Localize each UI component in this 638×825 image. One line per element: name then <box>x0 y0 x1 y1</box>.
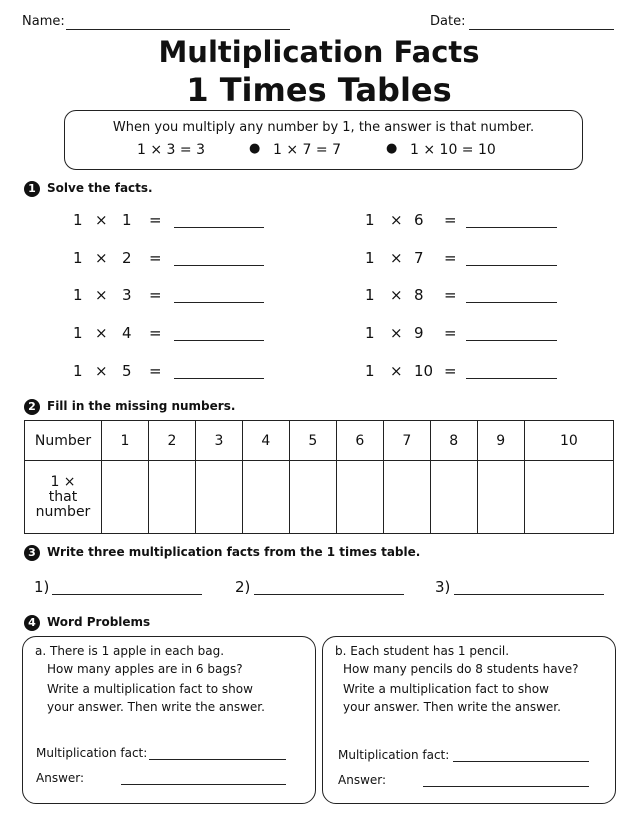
problem-text: b. Each student has 1 pencil. <box>335 644 510 658</box>
section-1-badge: 1 <box>24 181 40 197</box>
section-2-title: Fill in the missing numbers. <box>47 399 236 413</box>
fact-factor-b: 1 <box>122 211 132 229</box>
number-cell: 9 <box>477 421 524 461</box>
fact-factor-b: 8 <box>414 286 424 304</box>
fact-factor-b: 10 <box>414 362 434 380</box>
fact-answer-line[interactable] <box>466 227 557 228</box>
fact-factor-b: 4 <box>122 324 132 342</box>
answer-cell[interactable] <box>102 461 149 534</box>
row-label <box>25 461 102 534</box>
bullet-icon: ● <box>386 141 398 156</box>
section-4-title: Word Problems <box>47 615 151 629</box>
rule-box <box>64 110 583 170</box>
number-cell: 7 <box>383 421 430 461</box>
problem-text: How many pencils do 8 students have? <box>343 662 579 676</box>
fact-answer-line-3[interactable] <box>454 594 604 595</box>
section-4-badge: 4 <box>24 615 40 631</box>
times-sign: × <box>95 249 108 267</box>
fact-label: Multiplication fact: <box>36 746 148 760</box>
date-field[interactable] <box>469 29 614 30</box>
row-label-line: 1 × <box>50 473 76 490</box>
number-cell: 5 <box>289 421 336 461</box>
fact-factor-b: 2 <box>122 249 132 267</box>
fact-input-line[interactable] <box>453 761 589 762</box>
times-sign: × <box>95 324 108 342</box>
number-cell: 1 <box>102 421 149 461</box>
fact-label-2: 2) <box>235 578 251 596</box>
equals-sign: = <box>444 362 457 380</box>
fact-label-1: 1) <box>34 578 50 596</box>
section-2-badge: 2 <box>24 399 40 415</box>
fact-factor-b: 9 <box>414 324 424 342</box>
fact-factor-a: 1 <box>365 324 375 342</box>
problem-text: a. There is 1 apple in each bag. <box>35 644 225 658</box>
number-header: Number <box>25 421 102 461</box>
answer-input-line[interactable] <box>121 784 286 785</box>
date-label: Date: <box>430 14 466 29</box>
fact-factor-a: 1 <box>73 249 83 267</box>
fact-factor-a: 1 <box>365 249 375 267</box>
answer-cell[interactable] <box>336 461 383 534</box>
equals-sign: = <box>149 324 162 342</box>
fact-factor-a: 1 <box>73 286 83 304</box>
name-label: Name: <box>22 14 65 29</box>
page-title: Multiplication Facts <box>158 35 480 69</box>
fact-answer-line[interactable] <box>466 340 557 341</box>
answer-cell[interactable] <box>383 461 430 534</box>
bullet-icon: ● <box>249 141 261 156</box>
answer-cell[interactable] <box>195 461 242 534</box>
fact-row <box>0 211 638 229</box>
table-row <box>25 421 614 461</box>
equals-sign: = <box>149 249 162 267</box>
row-label-line: number <box>35 503 91 520</box>
problem-text: your answer. Then write the answer. <box>343 700 561 714</box>
table-row <box>25 461 614 534</box>
fact-factor-a: 1 <box>365 211 375 229</box>
equals-sign: = <box>444 211 457 229</box>
fact-answer-line[interactable] <box>466 265 557 266</box>
answer-cell[interactable] <box>148 461 195 534</box>
fact-factor-a: 1 <box>365 286 375 304</box>
fact-factor-a: 1 <box>73 324 83 342</box>
number-cell: 2 <box>148 421 195 461</box>
word-problem-a <box>22 636 316 804</box>
answer-cell[interactable] <box>289 461 336 534</box>
times-sign: × <box>390 211 403 229</box>
times-sign: × <box>95 211 108 229</box>
example-1: 1 × 3 = 3 <box>137 142 205 158</box>
equals-sign: = <box>444 324 457 342</box>
fact-factor-b: 6 <box>414 211 424 229</box>
answer-cell[interactable] <box>477 461 524 534</box>
fact-factor-b: 7 <box>414 249 424 267</box>
problem-text: Write a multiplication fact to show <box>47 682 253 696</box>
section-3-title: Write three multiplication facts from the 1 times table. <box>47 545 421 559</box>
fact-factor-b: 5 <box>122 362 132 380</box>
fact-answer-line[interactable] <box>466 378 557 379</box>
fact-input-line[interactable] <box>149 759 286 760</box>
section-3-badge: 3 <box>24 545 40 561</box>
answer-input-line[interactable] <box>423 786 589 787</box>
times-sign: × <box>95 286 108 304</box>
page-subtitle: 1 Times Tables <box>186 71 452 109</box>
fact-row <box>0 362 638 380</box>
answer-cell[interactable] <box>430 461 477 534</box>
fact-factor-a: 1 <box>73 362 83 380</box>
number-cell: 10 <box>524 421 613 461</box>
fact-answer-line-1[interactable] <box>52 594 202 595</box>
fact-answer-line-2[interactable] <box>254 594 404 595</box>
word-problem-b <box>322 636 616 804</box>
fact-label: Multiplication fact: <box>338 748 450 762</box>
fact-factor-a: 1 <box>73 211 83 229</box>
times-sign: × <box>390 249 403 267</box>
times-sign: × <box>390 324 403 342</box>
fact-row <box>0 324 638 342</box>
problem-text: your answer. Then write the answer. <box>47 700 265 714</box>
fact-answer-line[interactable] <box>466 302 557 303</box>
equals-sign: = <box>444 249 457 267</box>
fact-factor-a: 1 <box>365 362 375 380</box>
row-label-line: that <box>48 488 78 505</box>
section-1-title: Solve the facts. <box>47 181 153 195</box>
fact-row <box>0 286 638 304</box>
answer-label: Answer: <box>36 771 85 785</box>
rule-text: When you multiply any number by 1, the answer is that number. <box>112 120 535 135</box>
answer-cell[interactable] <box>242 461 289 534</box>
fact-row <box>0 249 638 267</box>
problem-text: How many apples are in 6 bags? <box>47 662 243 676</box>
fill-table <box>24 420 614 534</box>
number-cell: 4 <box>242 421 289 461</box>
times-sign: × <box>95 362 108 380</box>
times-sign: × <box>390 286 403 304</box>
number-cell: 8 <box>430 421 477 461</box>
equals-sign: = <box>444 286 457 304</box>
number-cell: 3 <box>195 421 242 461</box>
example-2: 1 × 7 = 7 <box>273 142 341 158</box>
number-cell: 6 <box>336 421 383 461</box>
times-sign: × <box>390 362 403 380</box>
problem-text: Write a multiplication fact to show <box>343 682 549 696</box>
name-field[interactable] <box>66 29 290 30</box>
equals-sign: = <box>149 211 162 229</box>
answer-label: Answer: <box>338 773 387 787</box>
fact-label-3: 3) <box>435 578 451 596</box>
answer-cell[interactable] <box>524 461 613 534</box>
example-3: 1 × 10 = 10 <box>410 142 496 158</box>
equals-sign: = <box>149 286 162 304</box>
equals-sign: = <box>149 362 162 380</box>
fact-factor-b: 3 <box>122 286 132 304</box>
